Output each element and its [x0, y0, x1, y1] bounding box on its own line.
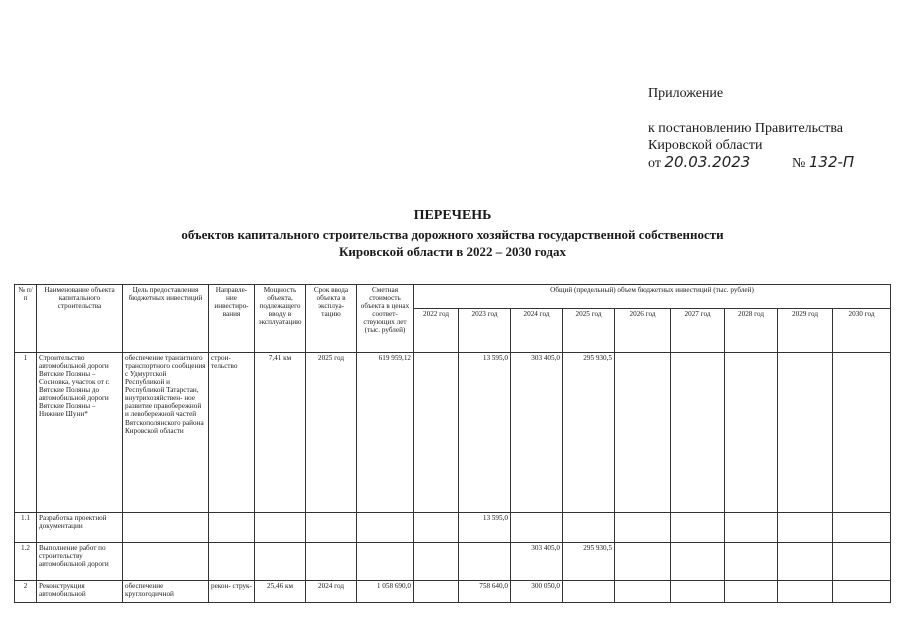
row-2022 [414, 513, 459, 543]
row-2027 [671, 543, 725, 581]
row-cost: 619 959,12 [357, 353, 414, 513]
row-2024: 303 405,0 [511, 353, 563, 513]
row-2024: 300 050,0 [511, 581, 563, 603]
row-cost [357, 543, 414, 581]
row-num: 1 [15, 353, 37, 513]
row-2025 [563, 581, 615, 603]
row-cost: 1 058 690,0 [357, 581, 414, 603]
row-capacity [255, 513, 306, 543]
appendix-label: Приложение [648, 86, 724, 101]
row-goal [123, 543, 209, 581]
row-num: 1.2 [15, 543, 37, 581]
col-year-2028: 2028 год [725, 309, 778, 353]
row-term [306, 513, 357, 543]
row-2027 [671, 353, 725, 513]
row-name: Строительство автомобильной дороги Вятские Поляны – Сосновка, участок от г. Вятские Поляны до автомобильной дороги Вятские Поляны – Нижние Шуни* [37, 353, 123, 513]
row-2030 [833, 513, 891, 543]
col-direction: Направле- ние инвестиро- вания [209, 285, 255, 353]
row-2022 [414, 581, 459, 603]
row-2025: 295 930,5 [563, 543, 615, 581]
row-goal: обеспечение транзитного транспортного сообщения с Удмуртской Республикой и Республикой Татарстан, внутрихозяйствен- ное развитие правобережной и левобережной частей Вятскополянского района Кировской области [123, 353, 209, 513]
resolution-label: к постановлению Правительства [648, 121, 844, 136]
row-2028 [725, 543, 778, 581]
row-2029 [778, 581, 833, 603]
row-2030 [833, 543, 891, 581]
row-2023: 13 595,0 [459, 513, 511, 543]
row-2029 [778, 543, 833, 581]
objects-table [14, 284, 891, 603]
col-year-2027: 2027 год [671, 309, 725, 353]
col-year-2030: 2030 год [833, 309, 891, 353]
number-line [792, 153, 854, 172]
row-capacity [255, 543, 306, 581]
col-term: Срок ввода объекта в эксплуа- тацию [306, 285, 357, 353]
region-label: Кировской области [648, 138, 763, 153]
table-header-row [15, 285, 891, 309]
col-year-2025: 2025 год [563, 309, 615, 353]
row-capacity: 7,41 км [255, 353, 306, 513]
row-2022 [414, 353, 459, 513]
row-2027 [671, 513, 725, 543]
row-direction: строи- тельство [209, 353, 255, 513]
row-direction [209, 543, 255, 581]
row-2026 [615, 543, 671, 581]
col-total: Общий (предельный) объем бюджетных инвестиций (тыс. рублей) [414, 285, 891, 309]
table-row [15, 543, 891, 581]
col-cost: Сметная стоимость объекта в ценах соответ- ствующих лет (тыс. рублей) [357, 285, 414, 353]
row-name: Разработка проектной документации [37, 513, 123, 543]
col-year-2022: 2022 год [414, 309, 459, 353]
row-cost [357, 513, 414, 543]
row-2026 [615, 353, 671, 513]
row-2023: 13 595,0 [459, 353, 511, 513]
row-name: Выполнение работ по строительству автомобильной дороги [37, 543, 123, 581]
col-year-2029: 2029 год [778, 309, 833, 353]
number-prefix: № [792, 156, 806, 171]
date-prefix: от [648, 156, 661, 171]
row-2024 [511, 513, 563, 543]
row-2028 [725, 353, 778, 513]
row-name: Реконструкция автомобильной [37, 581, 123, 603]
row-term [306, 543, 357, 581]
row-2030 [833, 353, 891, 513]
document-title-line2: Кировской области в 2022 – 2030 годах [339, 244, 566, 259]
col-year-2024: 2024 год [511, 309, 563, 353]
col-year-2026: 2026 год [615, 309, 671, 353]
row-capacity: 25,46 км [255, 581, 306, 603]
document-title-line1: объектов капитального строительства дорожного хозяйства государственной собственности [181, 227, 724, 242]
col-goal: Цель предоставления бюджетных инвестиций [123, 285, 209, 353]
col-name: Наименование объекта капитального строительства [37, 285, 123, 353]
date-line [648, 153, 750, 172]
row-2028 [725, 581, 778, 603]
row-2024: 303 405,0 [511, 543, 563, 581]
row-2025 [563, 513, 615, 543]
row-2023: 758 640,0 [459, 581, 511, 603]
row-term: 2024 год [306, 581, 357, 603]
row-goal: обеспечение круглогодичной [123, 581, 209, 603]
row-2026 [615, 513, 671, 543]
col-capacity: Мощность объекта, подлежащего вводу в эксплуатацию [255, 285, 306, 353]
table-row [15, 513, 891, 543]
handwritten-date: 20.03.2023 [664, 153, 751, 171]
row-2023 [459, 543, 511, 581]
row-2029 [778, 513, 833, 543]
row-term: 2025 год [306, 353, 357, 513]
col-num: № п/п [15, 285, 37, 353]
row-2026 [615, 581, 671, 603]
row-2028 [725, 513, 778, 543]
row-num: 1.1 [15, 513, 37, 543]
row-direction: рекон- струк- [209, 581, 255, 603]
row-2030 [833, 581, 891, 603]
col-year-2023: 2023 год [459, 309, 511, 353]
document-heading: ПЕРЕЧЕНЬ [413, 208, 492, 223]
row-2029 [778, 353, 833, 513]
row-2027 [671, 581, 725, 603]
row-goal [123, 513, 209, 543]
row-num: 2 [15, 581, 37, 603]
row-2025: 295 930,5 [563, 353, 615, 513]
handwritten-number: 132-П [808, 153, 855, 171]
row-2022 [414, 543, 459, 581]
table-row [15, 353, 891, 513]
table-row [15, 581, 891, 603]
row-direction [209, 513, 255, 543]
